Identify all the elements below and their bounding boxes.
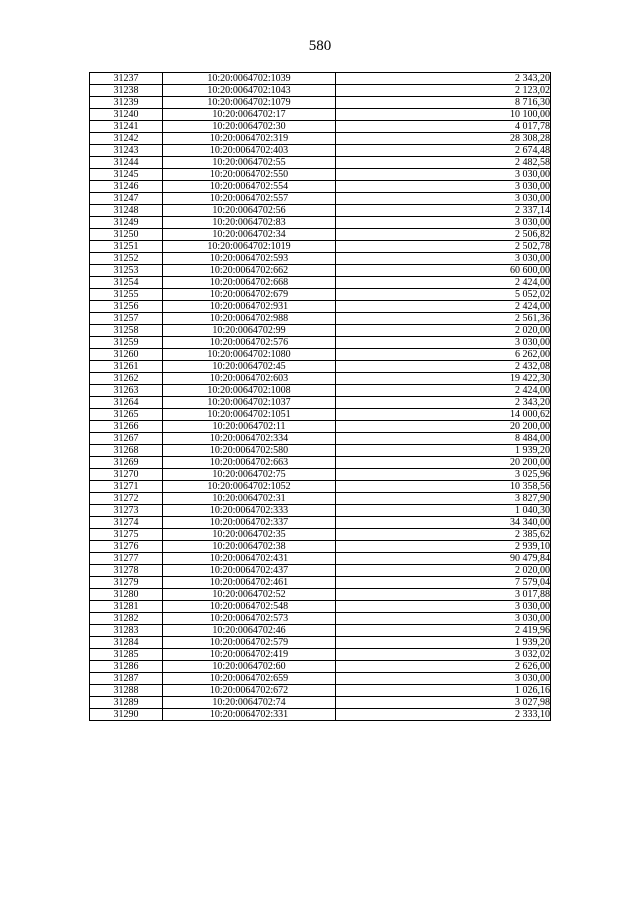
value-cell: 3 017,88 bbox=[336, 589, 551, 601]
table-body bbox=[90, 73, 551, 721]
row-number-cell: 31254 bbox=[90, 277, 163, 289]
row-number-cell: 31250 bbox=[90, 229, 163, 241]
table-row bbox=[90, 337, 551, 349]
cadastral-number-cell: 10:20:0064702:56 bbox=[163, 205, 336, 217]
value-cell: 2 674,48 bbox=[336, 145, 551, 157]
table-row bbox=[90, 565, 551, 577]
cadastral-number-cell: 10:20:0064702:668 bbox=[163, 277, 336, 289]
value-cell: 2 482,58 bbox=[336, 157, 551, 169]
cadastral-number-cell: 10:20:0064702:1052 bbox=[163, 481, 336, 493]
cadastral-number-cell: 10:20:0064702:1008 bbox=[163, 385, 336, 397]
cadastral-number-cell: 10:20:0064702:580 bbox=[163, 445, 336, 457]
row-number-cell: 31260 bbox=[90, 349, 163, 361]
cadastral-number-cell: 10:20:0064702:337 bbox=[163, 517, 336, 529]
table-row bbox=[90, 553, 551, 565]
cadastral-number-cell: 10:20:0064702:17 bbox=[163, 109, 336, 121]
cadastral-value-table bbox=[89, 72, 551, 721]
table-row bbox=[90, 313, 551, 325]
cadastral-number-cell: 10:20:0064702:672 bbox=[163, 685, 336, 697]
table-row bbox=[90, 109, 551, 121]
cadastral-number-cell: 10:20:0064702:557 bbox=[163, 193, 336, 205]
table-row bbox=[90, 673, 551, 685]
row-number-cell: 31269 bbox=[90, 457, 163, 469]
table-row bbox=[90, 133, 551, 145]
row-number-cell: 31267 bbox=[90, 433, 163, 445]
row-number-cell: 31277 bbox=[90, 553, 163, 565]
table-row bbox=[90, 421, 551, 433]
table-row bbox=[90, 481, 551, 493]
value-cell: 2 385,62 bbox=[336, 529, 551, 541]
cadastral-number-cell: 10:20:0064702:333 bbox=[163, 505, 336, 517]
table-row bbox=[90, 589, 551, 601]
row-number-cell: 31257 bbox=[90, 313, 163, 325]
value-cell: 3 030,00 bbox=[336, 253, 551, 265]
value-cell: 3 030,00 bbox=[336, 193, 551, 205]
value-cell: 3 030,00 bbox=[336, 601, 551, 613]
cadastral-number-cell: 10:20:0064702:988 bbox=[163, 313, 336, 325]
cadastral-number-cell: 10:20:0064702:1080 bbox=[163, 349, 336, 361]
row-number-cell: 31240 bbox=[90, 109, 163, 121]
row-number-cell: 31265 bbox=[90, 409, 163, 421]
cadastral-number-cell: 10:20:0064702:550 bbox=[163, 169, 336, 181]
value-cell: 2 561,36 bbox=[336, 313, 551, 325]
row-number-cell: 31263 bbox=[90, 385, 163, 397]
cadastral-number-cell: 10:20:0064702:1039 bbox=[163, 73, 336, 85]
value-cell: 2 506,82 bbox=[336, 229, 551, 241]
value-cell: 3 030,00 bbox=[336, 613, 551, 625]
table-row bbox=[90, 73, 551, 85]
cadastral-number-cell: 10:20:0064702:659 bbox=[163, 673, 336, 685]
table-row bbox=[90, 445, 551, 457]
value-cell: 6 262,00 bbox=[336, 349, 551, 361]
row-number-cell: 31245 bbox=[90, 169, 163, 181]
table-row bbox=[90, 241, 551, 253]
row-number-cell: 31237 bbox=[90, 73, 163, 85]
value-cell: 10 100,00 bbox=[336, 109, 551, 121]
table-row bbox=[90, 709, 551, 721]
cadastral-number-cell: 10:20:0064702:99 bbox=[163, 325, 336, 337]
cadastral-number-cell: 10:20:0064702:662 bbox=[163, 265, 336, 277]
table-row bbox=[90, 253, 551, 265]
table-row bbox=[90, 145, 551, 157]
row-number-cell: 31273 bbox=[90, 505, 163, 517]
value-cell: 8 716,30 bbox=[336, 97, 551, 109]
row-number-cell: 31255 bbox=[90, 289, 163, 301]
cadastral-number-cell: 10:20:0064702:83 bbox=[163, 217, 336, 229]
row-number-cell: 31276 bbox=[90, 541, 163, 553]
row-number-cell: 31249 bbox=[90, 217, 163, 229]
table-row bbox=[90, 157, 551, 169]
cadastral-number-cell: 10:20:0064702:60 bbox=[163, 661, 336, 673]
value-cell: 1 939,20 bbox=[336, 445, 551, 457]
cadastral-number-cell: 10:20:0064702:38 bbox=[163, 541, 336, 553]
value-cell: 3 030,00 bbox=[336, 217, 551, 229]
table-row bbox=[90, 301, 551, 313]
value-cell: 2 123,02 bbox=[336, 85, 551, 97]
cadastral-number-cell: 10:20:0064702:576 bbox=[163, 337, 336, 349]
table-row bbox=[90, 169, 551, 181]
value-cell: 2 424,00 bbox=[336, 277, 551, 289]
table-row bbox=[90, 685, 551, 697]
value-cell: 5 052,02 bbox=[336, 289, 551, 301]
value-cell: 28 308,28 bbox=[336, 133, 551, 145]
row-number-cell: 31264 bbox=[90, 397, 163, 409]
row-number-cell: 31238 bbox=[90, 85, 163, 97]
table-row bbox=[90, 529, 551, 541]
cadastral-number-cell: 10:20:0064702:548 bbox=[163, 601, 336, 613]
value-cell: 2 432,08 bbox=[336, 361, 551, 373]
value-cell: 3 032,02 bbox=[336, 649, 551, 661]
cadastral-number-cell: 10:20:0064702:331 bbox=[163, 709, 336, 721]
table-row bbox=[90, 505, 551, 517]
row-number-cell: 31290 bbox=[90, 709, 163, 721]
row-number-cell: 31251 bbox=[90, 241, 163, 253]
value-cell: 10 358,56 bbox=[336, 481, 551, 493]
row-number-cell: 31253 bbox=[90, 265, 163, 277]
cadastral-number-cell: 10:20:0064702:11 bbox=[163, 421, 336, 433]
row-number-cell: 31283 bbox=[90, 625, 163, 637]
table-row bbox=[90, 97, 551, 109]
value-cell: 2 419,96 bbox=[336, 625, 551, 637]
row-number-cell: 31239 bbox=[90, 97, 163, 109]
cadastral-number-cell: 10:20:0064702:419 bbox=[163, 649, 336, 661]
table-row bbox=[90, 625, 551, 637]
row-number-cell: 31244 bbox=[90, 157, 163, 169]
table-row bbox=[90, 457, 551, 469]
table-row bbox=[90, 277, 551, 289]
cadastral-number-cell: 10:20:0064702:431 bbox=[163, 553, 336, 565]
row-number-cell: 31268 bbox=[90, 445, 163, 457]
row-number-cell: 31272 bbox=[90, 493, 163, 505]
cadastral-number-cell: 10:20:0064702:74 bbox=[163, 697, 336, 709]
cadastral-number-cell: 10:20:0064702:931 bbox=[163, 301, 336, 313]
row-number-cell: 31256 bbox=[90, 301, 163, 313]
row-number-cell: 31271 bbox=[90, 481, 163, 493]
table-row bbox=[90, 205, 551, 217]
row-number-cell: 31278 bbox=[90, 565, 163, 577]
row-number-cell: 31243 bbox=[90, 145, 163, 157]
table-row bbox=[90, 697, 551, 709]
row-number-cell: 31281 bbox=[90, 601, 163, 613]
value-cell: 90 479,84 bbox=[336, 553, 551, 565]
row-number-cell: 31262 bbox=[90, 373, 163, 385]
cadastral-number-cell: 10:20:0064702:1037 bbox=[163, 397, 336, 409]
cadastral-number-cell: 10:20:0064702:403 bbox=[163, 145, 336, 157]
cadastral-number-cell: 10:20:0064702:55 bbox=[163, 157, 336, 169]
value-cell: 20 200,00 bbox=[336, 421, 551, 433]
row-number-cell: 31274 bbox=[90, 517, 163, 529]
cadastral-number-cell: 10:20:0064702:437 bbox=[163, 565, 336, 577]
cadastral-number-cell: 10:20:0064702:319 bbox=[163, 133, 336, 145]
value-cell: 2 333,10 bbox=[336, 709, 551, 721]
row-number-cell: 31287 bbox=[90, 673, 163, 685]
table-row bbox=[90, 601, 551, 613]
cadastral-number-cell: 10:20:0064702:46 bbox=[163, 625, 336, 637]
row-number-cell: 31241 bbox=[90, 121, 163, 133]
value-cell: 3 827,90 bbox=[336, 493, 551, 505]
cadastral-number-cell: 10:20:0064702:30 bbox=[163, 121, 336, 133]
value-cell: 1 040,30 bbox=[336, 505, 551, 517]
value-cell: 8 484,00 bbox=[336, 433, 551, 445]
value-cell: 34 340,00 bbox=[336, 517, 551, 529]
row-number-cell: 31261 bbox=[90, 361, 163, 373]
cadastral-number-cell: 10:20:0064702:554 bbox=[163, 181, 336, 193]
table-row bbox=[90, 373, 551, 385]
row-number-cell: 31282 bbox=[90, 613, 163, 625]
row-number-cell: 31266 bbox=[90, 421, 163, 433]
value-cell: 3 030,00 bbox=[336, 181, 551, 193]
table-row bbox=[90, 229, 551, 241]
cadastral-number-cell: 10:20:0064702:1043 bbox=[163, 85, 336, 97]
row-number-cell: 31284 bbox=[90, 637, 163, 649]
value-cell: 3 030,00 bbox=[336, 169, 551, 181]
row-number-cell: 31289 bbox=[90, 697, 163, 709]
table-row bbox=[90, 493, 551, 505]
value-cell: 3 030,00 bbox=[336, 337, 551, 349]
table-row bbox=[90, 385, 551, 397]
table-row bbox=[90, 649, 551, 661]
cadastral-number-cell: 10:20:0064702:35 bbox=[163, 529, 336, 541]
value-cell: 2 343,20 bbox=[336, 397, 551, 409]
table-row bbox=[90, 637, 551, 649]
row-number-cell: 31288 bbox=[90, 685, 163, 697]
table-row bbox=[90, 541, 551, 553]
cadastral-number-cell: 10:20:0064702:579 bbox=[163, 637, 336, 649]
table-row bbox=[90, 289, 551, 301]
row-number-cell: 31275 bbox=[90, 529, 163, 541]
cadastral-number-cell: 10:20:0064702:34 bbox=[163, 229, 336, 241]
table-row bbox=[90, 217, 551, 229]
value-cell: 2 020,00 bbox=[336, 565, 551, 577]
value-cell: 2 337,14 bbox=[336, 205, 551, 217]
cadastral-number-cell: 10:20:0064702:1051 bbox=[163, 409, 336, 421]
value-cell: 3 025,96 bbox=[336, 469, 551, 481]
table-row bbox=[90, 469, 551, 481]
cadastral-number-cell: 10:20:0064702:679 bbox=[163, 289, 336, 301]
value-cell: 2 424,00 bbox=[336, 301, 551, 313]
table-row bbox=[90, 193, 551, 205]
cadastral-number-cell: 10:20:0064702:461 bbox=[163, 577, 336, 589]
row-number-cell: 31280 bbox=[90, 589, 163, 601]
value-cell: 1 026,16 bbox=[336, 685, 551, 697]
cadastral-number-cell: 10:20:0064702:573 bbox=[163, 613, 336, 625]
table-row bbox=[90, 181, 551, 193]
row-number-cell: 31279 bbox=[90, 577, 163, 589]
value-cell: 3 027,98 bbox=[336, 697, 551, 709]
row-number-cell: 31248 bbox=[90, 205, 163, 217]
table-row bbox=[90, 325, 551, 337]
value-cell: 1 939,20 bbox=[336, 637, 551, 649]
table-row bbox=[90, 361, 551, 373]
cadastral-number-cell: 10:20:0064702:45 bbox=[163, 361, 336, 373]
value-cell: 7 579,04 bbox=[336, 577, 551, 589]
table-row bbox=[90, 265, 551, 277]
value-cell: 2 626,00 bbox=[336, 661, 551, 673]
table-row bbox=[90, 397, 551, 409]
row-number-cell: 31285 bbox=[90, 649, 163, 661]
row-number-cell: 31246 bbox=[90, 181, 163, 193]
row-number-cell: 31258 bbox=[90, 325, 163, 337]
row-number-cell: 31247 bbox=[90, 193, 163, 205]
value-cell: 4 017,78 bbox=[336, 121, 551, 133]
table-row bbox=[90, 433, 551, 445]
table-row bbox=[90, 517, 551, 529]
table-row bbox=[90, 349, 551, 361]
cadastral-number-cell: 10:20:0064702:31 bbox=[163, 493, 336, 505]
table-row bbox=[90, 85, 551, 97]
page-number: 580 bbox=[308, 38, 332, 54]
cadastral-number-cell: 10:20:0064702:603 bbox=[163, 373, 336, 385]
table-row bbox=[90, 121, 551, 133]
cadastral-number-cell: 10:20:0064702:1079 bbox=[163, 97, 336, 109]
value-cell: 2 502,78 bbox=[336, 241, 551, 253]
value-cell: 3 030,00 bbox=[336, 673, 551, 685]
value-cell: 14 000,62 bbox=[336, 409, 551, 421]
table-row bbox=[90, 613, 551, 625]
cadastral-number-cell: 10:20:0064702:663 bbox=[163, 457, 336, 469]
cadastral-number-cell: 10:20:0064702:1019 bbox=[163, 241, 336, 253]
cadastral-number-cell: 10:20:0064702:593 bbox=[163, 253, 336, 265]
row-number-cell: 31242 bbox=[90, 133, 163, 145]
table-row bbox=[90, 577, 551, 589]
cadastral-number-cell: 10:20:0064702:52 bbox=[163, 589, 336, 601]
table-row bbox=[90, 409, 551, 421]
value-cell: 20 200,00 bbox=[336, 457, 551, 469]
value-cell: 2 343,20 bbox=[336, 73, 551, 85]
cadastral-number-cell: 10:20:0064702:75 bbox=[163, 469, 336, 481]
row-number-cell: 31270 bbox=[90, 469, 163, 481]
value-cell: 2 939,10 bbox=[336, 541, 551, 553]
value-cell: 2 020,00 bbox=[336, 325, 551, 337]
value-cell: 19 422,30 bbox=[336, 373, 551, 385]
row-number-cell: 31259 bbox=[90, 337, 163, 349]
row-number-cell: 31252 bbox=[90, 253, 163, 265]
cadastral-number-cell: 10:20:0064702:334 bbox=[163, 433, 336, 445]
value-cell: 60 600,00 bbox=[336, 265, 551, 277]
table-row bbox=[90, 661, 551, 673]
row-number-cell: 31286 bbox=[90, 661, 163, 673]
value-cell: 2 424,00 bbox=[336, 385, 551, 397]
